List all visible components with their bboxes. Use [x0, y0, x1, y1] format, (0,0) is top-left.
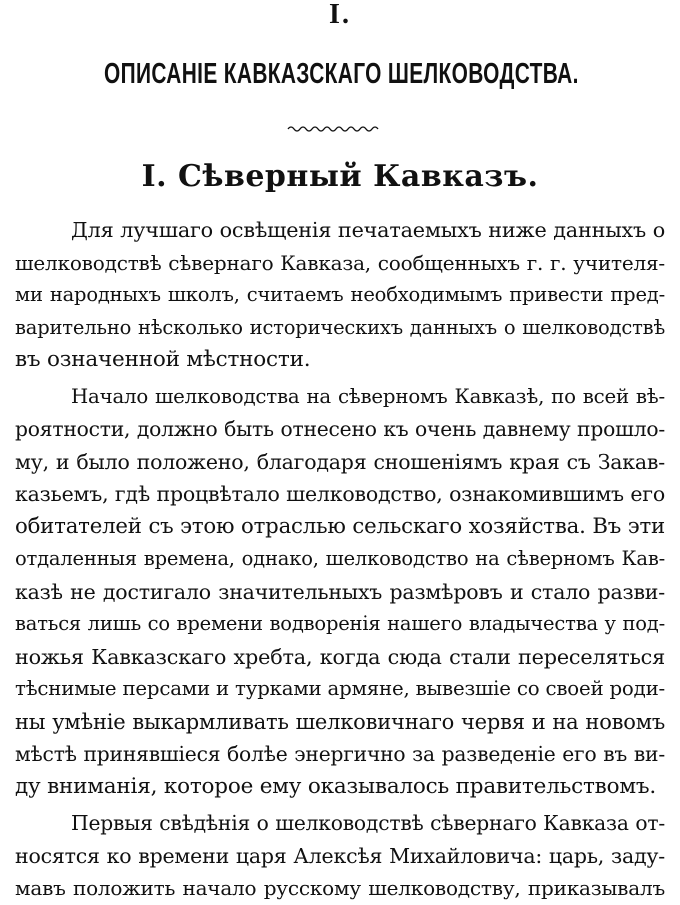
part-number: I. — [329, 0, 351, 30]
text-line: шелководствѣ сѣвернаго Кавказа, сообщенныхъ г. г. учителя- — [15, 250, 665, 275]
ornamental-divider — [286, 124, 382, 134]
text-line: ду вниманія, которое ему оказывалось правительствомъ. — [15, 773, 656, 799]
text-line: му, и было положено, благодаря сношеніямъ края съ Закав- — [15, 449, 665, 474]
text-line: ваться лишь со времени водворенія нашего владычества у под- — [15, 612, 665, 635]
text-line: носятся ко времени царя Алексѣя Михайловича: царь, заду- — [15, 843, 665, 868]
text-line: казьемъ, гдѣ процвѣтало шелководство, ознакомившимъ его — [15, 482, 665, 506]
text-line: мавъ положить начало русскому шелководству, приказывалъ — [15, 876, 665, 900]
text-line: ми народныхъ школъ, считаемъ необходимымъ привести пред- — [15, 283, 665, 306]
paragraph-1 — [15, 214, 665, 377]
text-line: варительно нѣсколько историческихъ данныхъ о шелководствѣ — [15, 315, 665, 339]
text-line: казѣ не достигало значительныхъ размѣровъ и стало разви- — [15, 579, 665, 604]
text-line: ножья Кавказскаго хребта, когда сюда стали переселяться — [15, 644, 665, 669]
text-line: Первыя свѣдѣнія о шелководствѣ сѣвернаго Кавказа от- — [71, 811, 665, 835]
text-line: мѣстѣ принявшіеся болѣе энергично за разведеніе его въ ви- — [15, 742, 665, 766]
text-line: обитателей съ этою отраслью сельскаго хозяйства. Въ эти — [15, 513, 665, 539]
text-line: ны умѣніе выкармливать шелковичнаго червя и на новомъ — [15, 709, 665, 734]
text-line: отдаленныя времена, однако, шелководство на сѣверномъ Кав- — [15, 547, 665, 570]
text-line: роятности, должно быть отнесено къ очень давнему прошло- — [15, 417, 665, 441]
section-title: ОПИСАНІЕ КАВКАЗСКАГО ШЕЛКОВОДСТВА. — [104, 58, 579, 90]
text-line: въ означенной мѣстности. — [15, 347, 311, 372]
text-line: Начало шелководства на сѣверномъ Кавказѣ, по всей вѣ- — [71, 384, 665, 408]
text-line: Для лучшаго освѣщенія печатаемыхъ ниже данныхъ о — [71, 218, 665, 242]
paragraph-2 — [15, 381, 665, 804]
body-text — [15, 214, 665, 905]
text-line: тѣснимые персами и турками армяне, вывезшіе со своей роди- — [15, 677, 666, 700]
chapter-title: I. Сѣверный Кавказъ. — [141, 159, 539, 194]
paragraph-3 — [15, 807, 665, 905]
